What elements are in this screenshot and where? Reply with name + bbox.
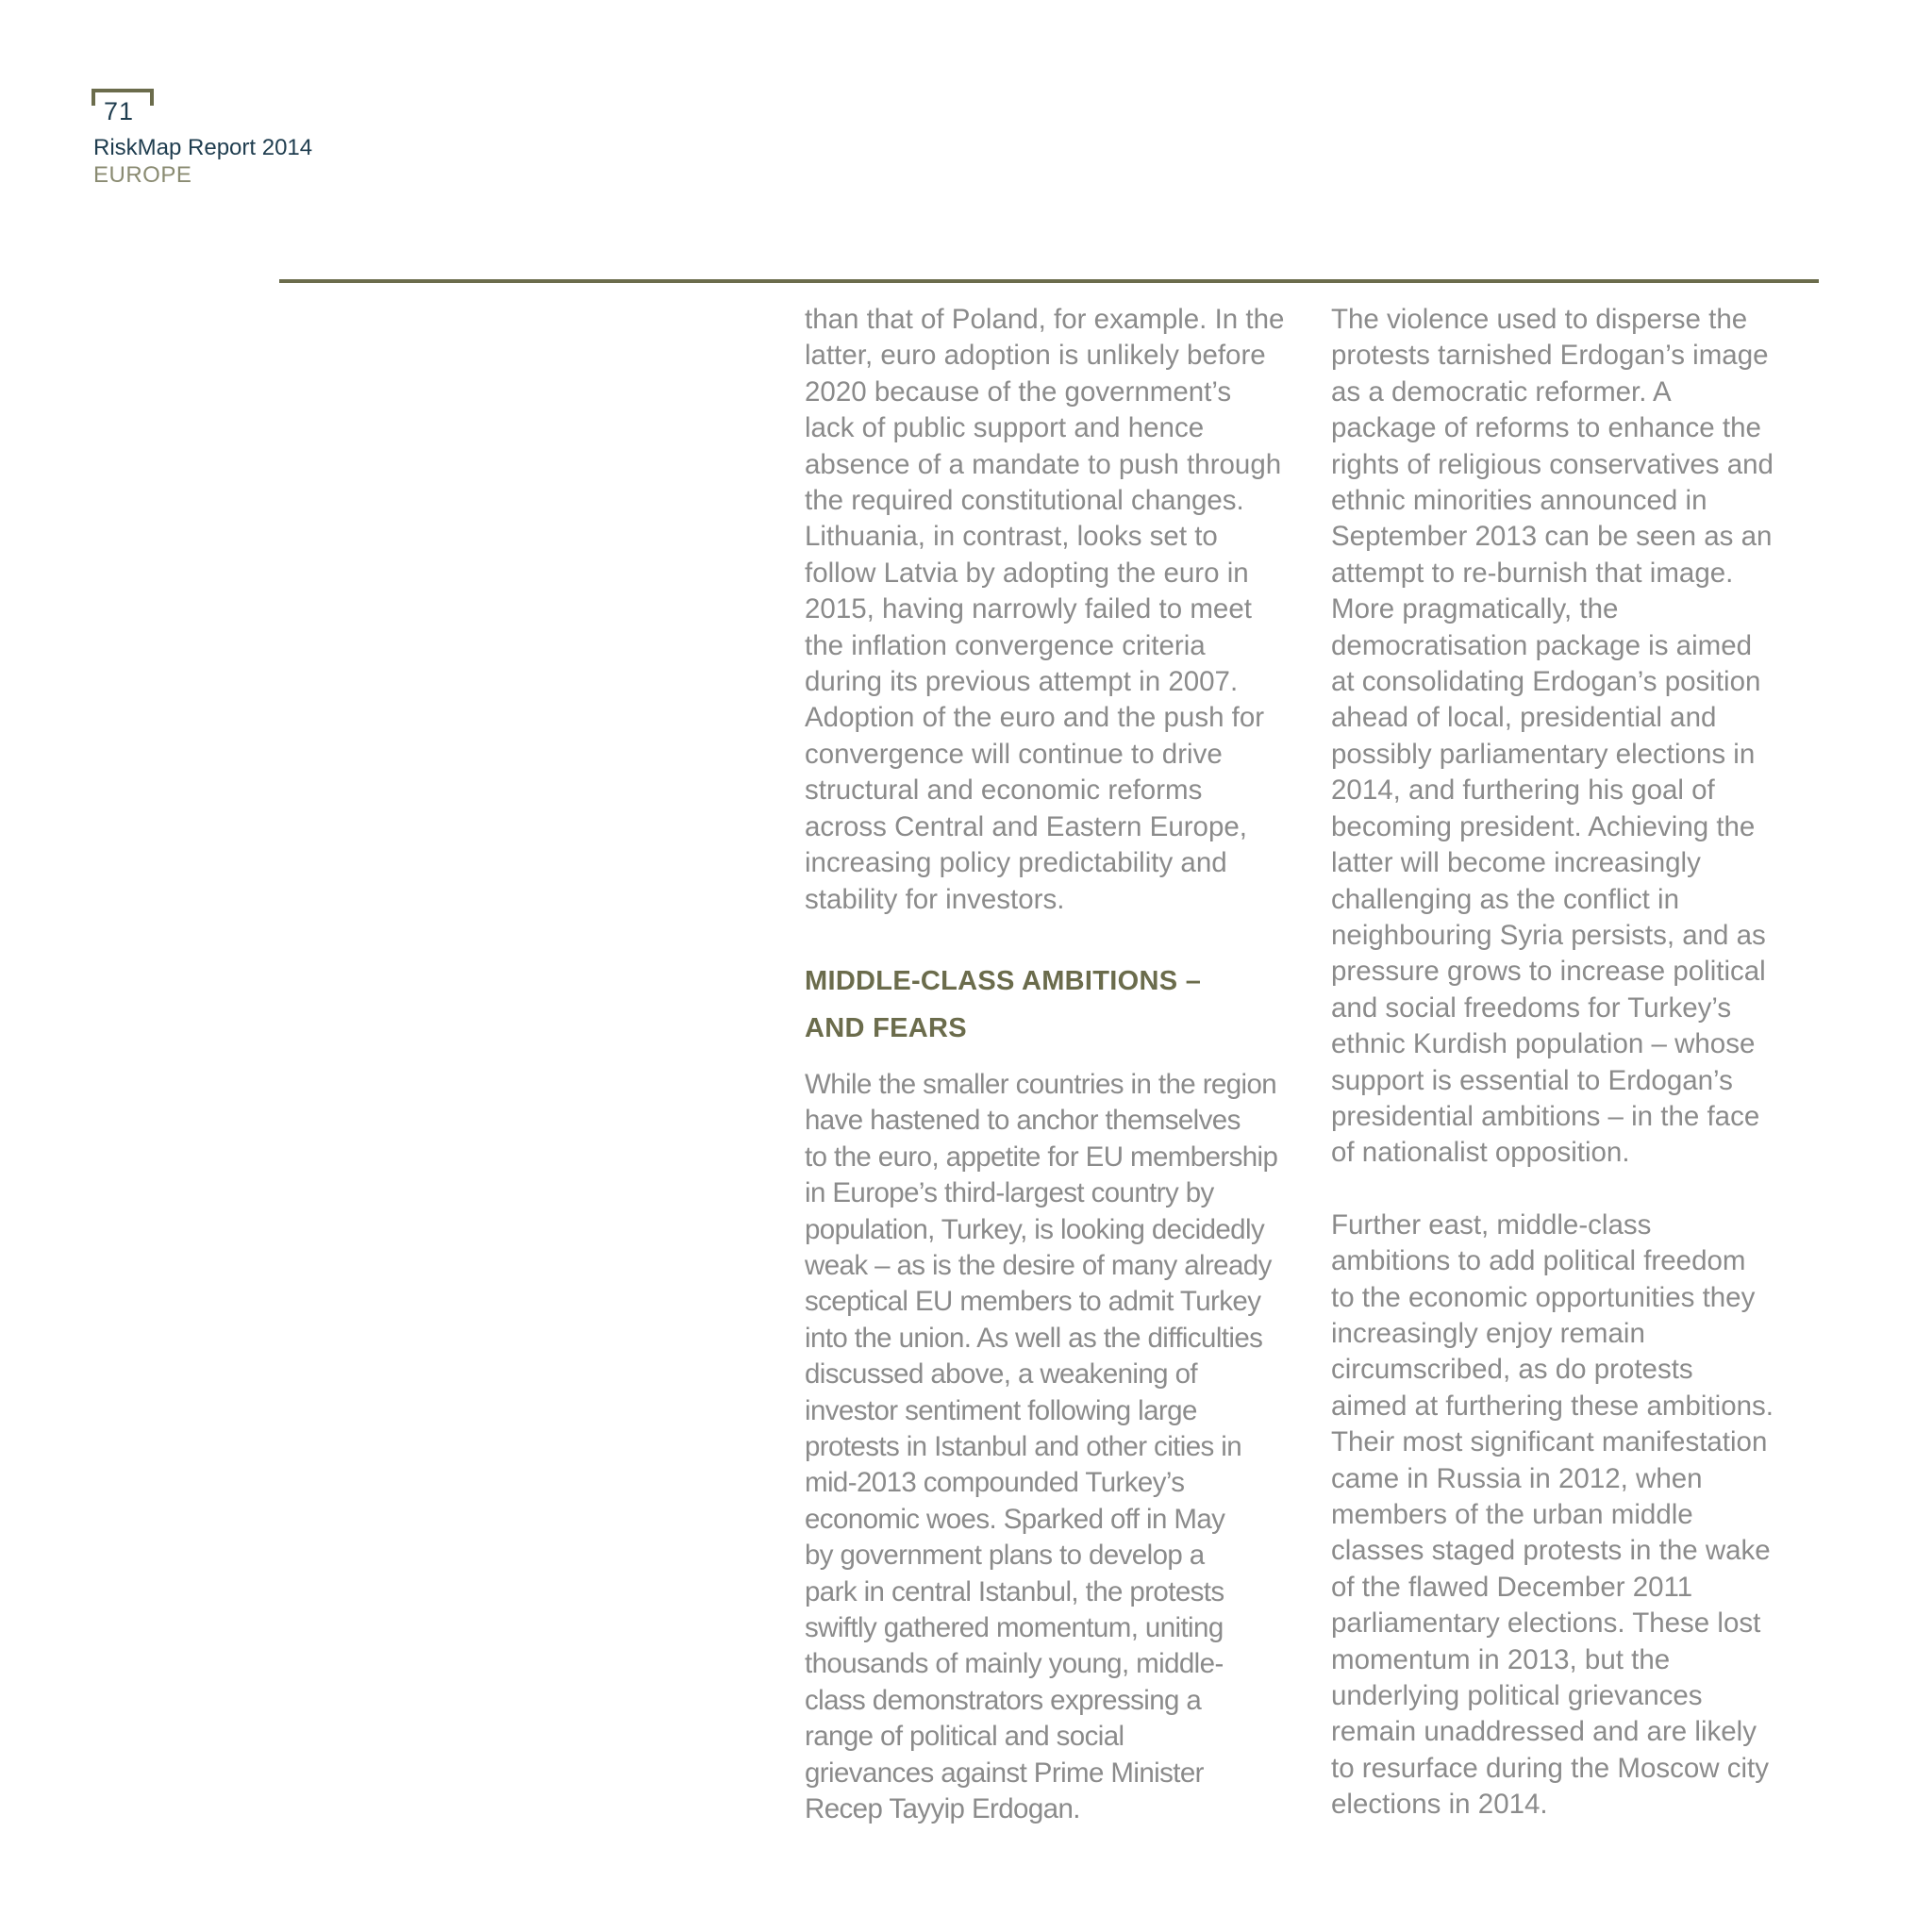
- left-text-column: [805, 302, 1295, 1827]
- section-label: EUROPE: [93, 162, 192, 188]
- right-text-column: [1331, 302, 1822, 1824]
- body-paragraph: The violence used to disperse the protests tarnished Erdogan’s image as a democratic reformer. A package of reforms to enhance the rights of religious conservatives and ethnic minorities announced in September 2013 can be seen as an attempt to re-burnish that image. More pragmatically, the democratisation package is aimed at consolidating Erdogan’s position ahead of local, presidential and possibly parliamentary elections in 2014, and furthering his goal of becoming president. Achieving the latter will become increasingly challenging as the conflict in neighbouring Syria persists, and as pressure grows to increase political and social freedoms for Turkey’s ethnic Kurdish population – whose support is essential to Erdogan’s presidential ambitions – in the face of nationalist opposition.: [1331, 304, 1774, 1169]
- header-divider: [279, 279, 1819, 283]
- body-paragraph: than that of Poland, for example. In the latter, euro adoption is unlikely before 2020 because of the government’s lack of public support and hence absence of a mandate to push through the required constitutional changes. Lithuania, in contrast, looks set to follow Latvia by adopting the euro in 2015, having narrowly failed to meet the inflation convergence criteria during its previous attempt in 2007. Adoption of the euro and the push for convergence will continue to drive structural and economic reforms across Central and Eastern Europe, increasing policy predictability and stability for investors.: [805, 304, 1285, 915]
- body-paragraph: While the smaller countries in the region have hastened to anchor themselves to the euro, appetite for EU membership in Europe’s third-largest country by population, Turkey, is looking decidedly weak – as is the desire of many already sceptical EU members to admit Turkey into the union. As well as the difficulties discussed above, a weakening of investor sentiment following large protests in Istanbul and other cities in mid-2013 compounded Turkey’s economic woes. Sparked off in May by government plans to develop a park in central Istanbul, the protests swiftly gathered momentum, uniting thousands of mainly young, middle- class demonstrators expressing a range of political and social grievances against Prime Minister Recep Tayyip Erdogan.: [805, 1068, 1278, 1825]
- report-title: RiskMap Report 2014: [93, 135, 313, 160]
- section-subheading: MIDDLE-CLASS AMBITIONS – AND FEARS: [805, 965, 1202, 1043]
- page-number-marker: [92, 89, 150, 126]
- page-number: 71: [104, 97, 135, 125]
- body-paragraph: Further east, middle-class ambitions to add political freedom to the economic opportunities they increasingly enjoy remain circumscribed, as do protests aimed at furthering these ambitions. Their most significant manifestation came in Russia in 2012, when members of the urban middle classes staged protests in the wake of the flawed December 2011 parliamentary elections. These lost momentum in 2013, but the underlying political grievances remain unaddressed and are likely to resurface during the Moscow city elections in 2014.: [1331, 1208, 1774, 1821]
